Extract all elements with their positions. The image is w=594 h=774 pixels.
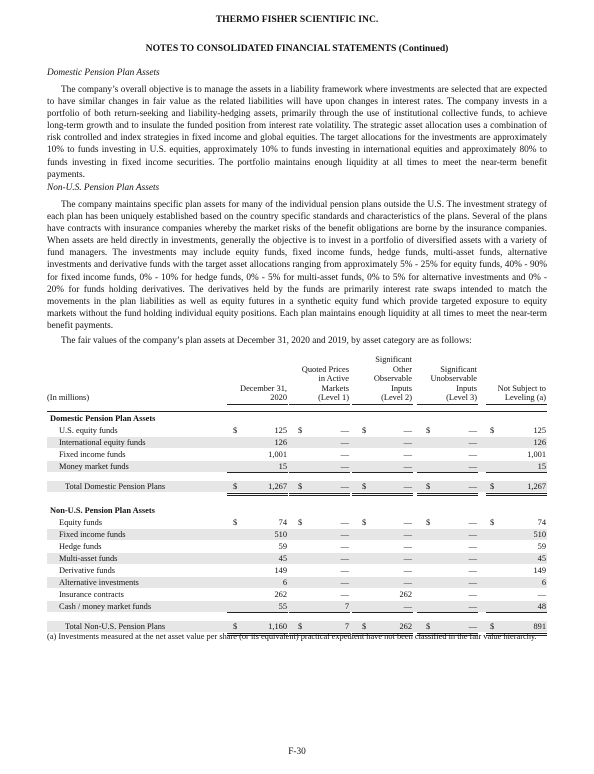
total-double-rule bbox=[486, 493, 547, 494]
cell-value: 6 bbox=[541, 578, 546, 587]
cell-value: — bbox=[403, 554, 412, 563]
currency-symbol: $ bbox=[490, 518, 495, 527]
subtotal-rule bbox=[352, 612, 413, 613]
page-subtitle: NOTES TO CONSOLIDATED FINANCIAL STATEMENTS (Continued) bbox=[145, 43, 449, 54]
total-double-rule bbox=[289, 493, 350, 494]
section-title-nonus bbox=[47, 505, 547, 516]
cell-value: 149 bbox=[533, 566, 546, 575]
total-double-rule bbox=[417, 493, 478, 494]
column-header-underline bbox=[352, 404, 413, 405]
row-label: Fixed income funds bbox=[59, 530, 126, 539]
cell-value: — bbox=[403, 450, 412, 459]
table-row bbox=[47, 425, 547, 436]
cell-value: — bbox=[340, 438, 349, 447]
cell-value: — bbox=[468, 566, 477, 575]
cell-value: 262 bbox=[399, 622, 412, 631]
cell-value: 510 bbox=[533, 530, 546, 539]
cell-value: 45 bbox=[537, 554, 546, 563]
column-header-line: Significant bbox=[375, 355, 412, 364]
column-header-line: Unobservable bbox=[430, 374, 477, 384]
row-label: Cash / money market funds bbox=[59, 602, 152, 611]
currency-symbol: $ bbox=[362, 426, 367, 435]
footnote: (a) Investments measured at the net asset value per share (or its equivalent) practical expedient have not been classified in the fair value hierarchy. bbox=[47, 632, 537, 641]
currency-symbol: $ bbox=[426, 518, 431, 527]
cell-value: — bbox=[468, 602, 477, 611]
cell-value: 125 bbox=[274, 426, 287, 435]
nonus-section-heading: Non-U.S. Pension Plan Assets bbox=[47, 183, 160, 193]
subtotal-rule bbox=[417, 612, 478, 613]
cell-value: 510 bbox=[274, 530, 287, 539]
currency-symbol: $ bbox=[490, 482, 495, 491]
table-row bbox=[47, 601, 547, 612]
total-double-rule bbox=[352, 493, 413, 494]
table-row bbox=[47, 565, 547, 576]
cell-value: — bbox=[403, 462, 412, 471]
column-header-line: Markets bbox=[321, 383, 349, 393]
currency-symbol: $ bbox=[233, 622, 238, 631]
column-header-line: (Level 3) bbox=[446, 393, 477, 403]
section-title-domestic bbox=[47, 413, 547, 424]
cell-value: — bbox=[403, 530, 412, 539]
total-double-rule bbox=[486, 495, 547, 496]
cell-value: — bbox=[468, 462, 477, 471]
column-header bbox=[217, 384, 287, 403]
table-row bbox=[47, 553, 547, 564]
cell-value: 1,001 bbox=[527, 450, 546, 459]
subtotal-rule bbox=[417, 472, 478, 473]
column-header-line: Significant bbox=[440, 364, 477, 374]
currency-symbol: $ bbox=[233, 426, 238, 435]
cell-value: 74 bbox=[278, 518, 287, 527]
row-label: International equity funds bbox=[59, 438, 146, 447]
currency-symbol: $ bbox=[426, 426, 431, 435]
table-row bbox=[47, 461, 547, 472]
row-label: Insurance contracts bbox=[59, 590, 124, 599]
currency-symbol: $ bbox=[362, 482, 367, 491]
cell-value: — bbox=[340, 462, 349, 471]
column-header-underline bbox=[227, 404, 288, 405]
cell-value: 1,267 bbox=[527, 482, 546, 491]
cell-value: — bbox=[340, 590, 349, 599]
row-label: Hedge funds bbox=[59, 542, 102, 551]
column-header bbox=[279, 365, 349, 403]
table-row bbox=[47, 437, 547, 448]
cell-value: — bbox=[340, 518, 349, 527]
cell-value: 59 bbox=[278, 542, 287, 551]
column-header-line: 2020 bbox=[270, 393, 287, 403]
column-header-line: Observable bbox=[373, 374, 412, 384]
column-header-line: Not Subject to bbox=[497, 383, 546, 393]
total-double-rule bbox=[227, 493, 288, 494]
cell-value: — bbox=[403, 566, 412, 575]
column-header-underline bbox=[289, 404, 350, 405]
cell-value: — bbox=[403, 578, 412, 587]
cell-value: — bbox=[468, 622, 477, 631]
currency-symbol: $ bbox=[298, 482, 303, 491]
cell-value: 1,160 bbox=[268, 622, 287, 631]
currency-symbol: $ bbox=[298, 622, 303, 631]
row-label: Equity funds bbox=[59, 518, 103, 527]
cell-value: — bbox=[403, 602, 412, 611]
cell-value: 45 bbox=[278, 554, 287, 563]
currency-symbol: $ bbox=[298, 518, 303, 527]
cell-value: — bbox=[468, 542, 477, 551]
cell-value: — bbox=[468, 482, 477, 491]
page-number: F-30 bbox=[288, 747, 306, 757]
cell-value: — bbox=[468, 590, 477, 599]
cell-value: — bbox=[340, 578, 349, 587]
cell-value: 6 bbox=[282, 578, 287, 587]
column-header-underline bbox=[417, 404, 478, 405]
cell-value: 262 bbox=[274, 590, 287, 599]
cell-value: 74 bbox=[537, 518, 546, 527]
cell-value: — bbox=[403, 518, 412, 527]
cell-value: — bbox=[468, 438, 477, 447]
currency-symbol: $ bbox=[298, 426, 303, 435]
table-row bbox=[47, 529, 547, 540]
total-double-rule bbox=[417, 495, 478, 496]
cell-value: 126 bbox=[274, 438, 287, 447]
column-header-line: December 31, bbox=[240, 383, 287, 393]
row-label: Total Domestic Pension Plans bbox=[65, 482, 166, 491]
total-double-rule bbox=[227, 495, 288, 496]
subtotal-rule bbox=[289, 612, 350, 613]
total-double-rule bbox=[289, 495, 350, 496]
cell-value: — bbox=[468, 518, 477, 527]
cell-value: 1,001 bbox=[268, 450, 287, 459]
row-label: Multi-asset funds bbox=[59, 554, 118, 563]
column-header-line: Quoted Prices bbox=[301, 364, 349, 374]
row-label: Total Non-U.S. Pension Plans bbox=[65, 622, 166, 631]
units-label: (In millions) bbox=[47, 393, 90, 403]
currency-symbol: $ bbox=[362, 622, 367, 631]
cell-value: 15 bbox=[278, 462, 287, 471]
subtotal-rule bbox=[289, 472, 350, 473]
currency-symbol: $ bbox=[362, 518, 367, 527]
cell-value: — bbox=[468, 426, 477, 435]
column-header-line: Inputs bbox=[391, 383, 412, 393]
cell-value: — bbox=[468, 578, 477, 587]
row-label: Domestic Pension Plan Assets bbox=[50, 414, 156, 423]
cell-value: — bbox=[403, 438, 412, 447]
cell-value: — bbox=[403, 542, 412, 551]
subtotal-rule bbox=[486, 472, 547, 473]
cell-value: 891 bbox=[533, 622, 546, 631]
subtotal-rule bbox=[352, 472, 413, 473]
cell-value: — bbox=[537, 590, 546, 599]
cell-value: — bbox=[340, 554, 349, 563]
column-header bbox=[342, 355, 412, 403]
row-label: U.S. equity funds bbox=[59, 426, 118, 435]
cell-value: 149 bbox=[274, 566, 287, 575]
cell-value: 1,267 bbox=[268, 482, 287, 491]
column-header-line: Inputs bbox=[456, 383, 477, 393]
cell-value: 7 bbox=[344, 622, 349, 631]
row-label: Money market funds bbox=[59, 462, 129, 471]
table-row bbox=[47, 589, 547, 600]
cell-value: 126 bbox=[533, 438, 546, 447]
cell-value: — bbox=[468, 530, 477, 539]
cell-value: 48 bbox=[537, 602, 546, 611]
subtotal-rule bbox=[486, 612, 547, 613]
subtotal-rule bbox=[227, 472, 288, 473]
cell-value: 262 bbox=[399, 590, 412, 599]
total-row-domestic bbox=[47, 481, 547, 492]
cell-value: — bbox=[403, 426, 412, 435]
column-header-line: Other bbox=[392, 364, 412, 374]
table-top-rule bbox=[47, 411, 547, 412]
row-label: Derivative funds bbox=[59, 566, 116, 575]
column-header-line: Leveling (a) bbox=[504, 393, 546, 403]
currency-symbol: $ bbox=[233, 482, 238, 491]
column-header-line: (Level 2) bbox=[381, 393, 412, 403]
currency-symbol: $ bbox=[490, 426, 495, 435]
cell-value: — bbox=[468, 554, 477, 563]
cell-value: — bbox=[468, 450, 477, 459]
cell-value: 55 bbox=[278, 602, 287, 611]
cell-value: — bbox=[340, 426, 349, 435]
table-row bbox=[47, 517, 547, 528]
cell-value: — bbox=[340, 450, 349, 459]
table-row bbox=[47, 577, 547, 588]
domestic-section-heading: Domestic Pension Plan Assets bbox=[47, 68, 160, 78]
domestic-section-paragraph: The company’s overall objective is to manage the assets in a liability framework where investments are selected that are expected to have similar changes in fair value as the related liabilities will have upon changes in interest rates. The company invests in a portfolio of both return-seeking and liability-hedging assets, primarily through the use of institutional collective funds, to achieve long-term growth and to insulate the funded position from interest rate volatility. The strategic asset allocation uses a combination of risk controlled and index strategies in fixed income and global equities. The target allocations for the investments are approximately 10% to funds investing in U.S. equities, approximately 10% to funds investing in international equities and approximately 80% to funds investing in fixed income securities. The portfolio maintains enough liquidity at all times to meet the near-term benefit payments. bbox=[47, 85, 547, 180]
cell-value: — bbox=[340, 566, 349, 575]
total-row-nonus bbox=[47, 621, 547, 632]
row-label: Fixed income funds bbox=[59, 450, 126, 459]
row-label: Non-U.S. Pension Plan Assets bbox=[50, 506, 155, 515]
row-label: Alternative investments bbox=[59, 578, 139, 587]
cell-value: 15 bbox=[537, 462, 546, 471]
column-header-line: in Active bbox=[318, 374, 349, 384]
currency-symbol: $ bbox=[490, 622, 495, 631]
cell-value: — bbox=[340, 542, 349, 551]
column-header-line: (Level 1) bbox=[318, 393, 349, 403]
cell-value: — bbox=[403, 482, 412, 491]
currency-symbol: $ bbox=[426, 482, 431, 491]
total-double-rule bbox=[352, 495, 413, 496]
column-header-underline bbox=[486, 404, 547, 405]
currency-symbol: $ bbox=[426, 622, 431, 631]
table-row bbox=[47, 449, 547, 460]
subtotal-rule bbox=[227, 612, 288, 613]
cell-value: 125 bbox=[533, 426, 546, 435]
column-header bbox=[476, 384, 546, 403]
column-header bbox=[407, 365, 477, 403]
currency-symbol: $ bbox=[233, 518, 238, 527]
company-name: THERMO FISHER SCIENTIFIC INC. bbox=[215, 14, 379, 25]
nonus-section-paragraph: The company maintains specific plan assets for many of the individual pension plans outside the U.S. The investment strategy of each plan has been uniquely established based on the country specific standards and characteristics of the plans. Several of the plans have contracts with insurance companies whereby the market risks of the benefit obligations are borne by the insurance companies. When assets are held directly in investments, generally the objective is to invest in a portfolio of diversified assets with a variety of fund managers. The investments may include equity funds, fixed income funds, hedge funds, multi-asset funds, alternative investments and derivative funds with the target asset allocations ranging from approximately 5% - 25% for equity funds, 40% - 90% for fixed income funds, 0% - 10% for hedge funds, 0% - 5% for multi-asset funds, 0% to 5% for alternative investments and 0% - 20% for funds holding derivatives. The derivatives held by the funds are primarily interest rate swaps intended to match the movements in the plan liabilities as well as equity futures in a synthetic equity fund which provide targeted exposure to equity markets without the fund holding individual equity positions. Each plan maintains enough liquidity at all times to meet the near-term benefit payments. bbox=[47, 200, 547, 331]
table-row bbox=[47, 541, 547, 552]
cell-value: — bbox=[340, 482, 349, 491]
cell-value: — bbox=[340, 530, 349, 539]
cell-value: 7 bbox=[344, 602, 349, 611]
table-intro: The fair values of the company’s plan assets at December 31, 2020 and 2019, by asset category are as follows: bbox=[61, 336, 472, 346]
cell-value: 59 bbox=[537, 542, 546, 551]
